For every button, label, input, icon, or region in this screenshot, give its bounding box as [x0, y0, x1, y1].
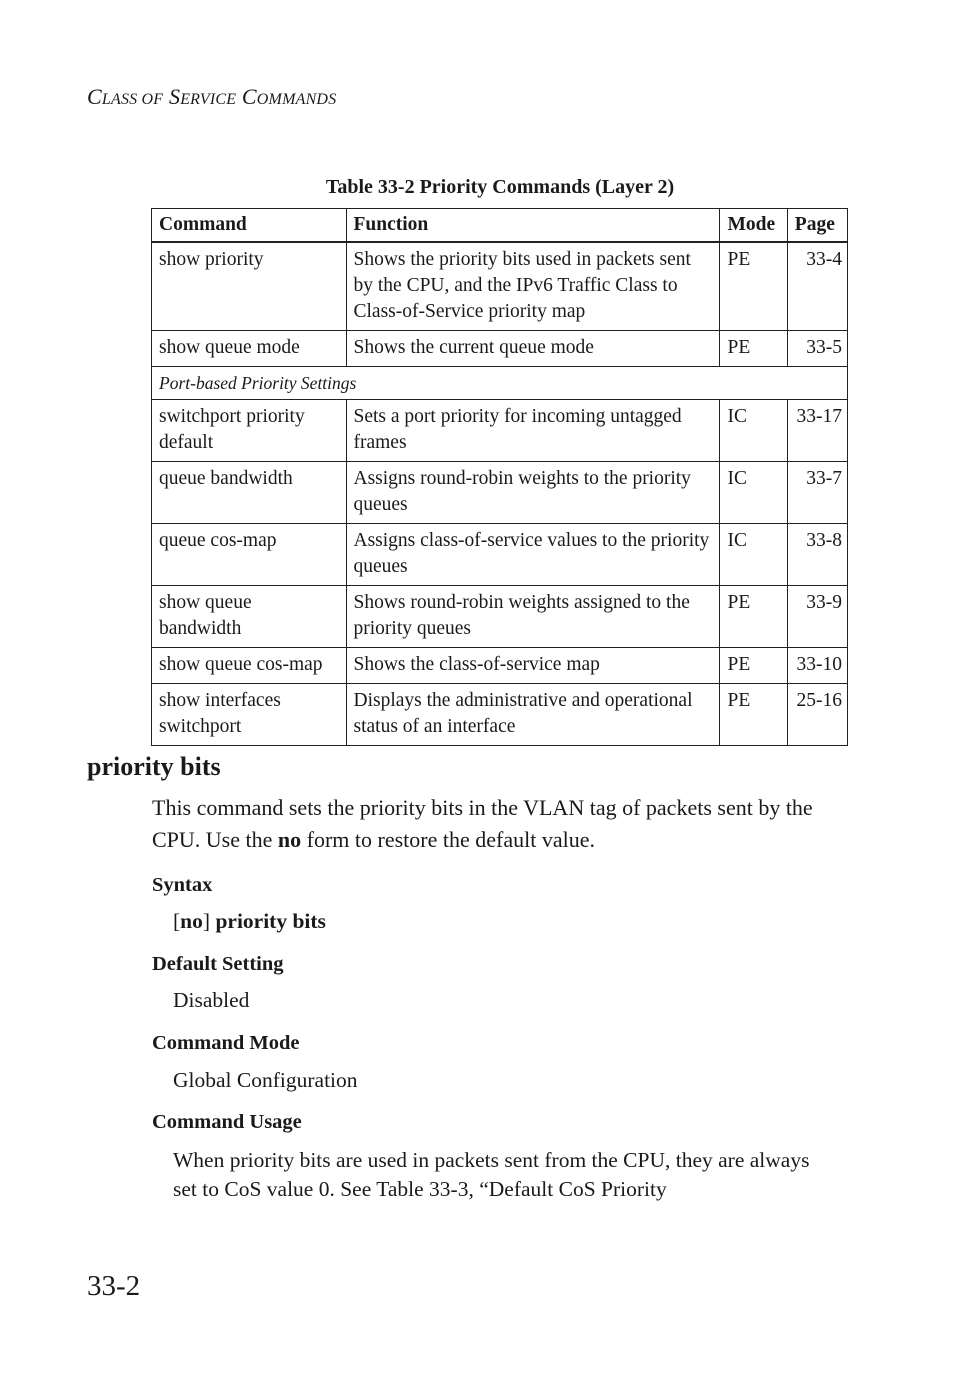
cell-page: 25-16: [787, 684, 847, 746]
cell-page: 33-17: [787, 400, 847, 462]
cell-command: queue bandwidth: [152, 462, 347, 524]
cell-command: queue cos-map: [152, 524, 347, 586]
syntax-line: [173, 909, 326, 934]
default-setting-value: Disabled: [173, 988, 250, 1012]
table-row: [152, 648, 848, 684]
syntax-command: priority bits: [215, 909, 326, 933]
cell-page: 33-7: [787, 462, 847, 524]
page-number: 33-2: [87, 1270, 141, 1302]
column-header-page: Page: [787, 209, 847, 243]
intro-text-end: form to restore the default value.: [301, 827, 595, 852]
command-mode-heading: Command Mode: [152, 1032, 300, 1054]
cell-mode: PE: [720, 331, 787, 367]
cell-page: 33-4: [787, 242, 847, 331]
default-setting-heading: Default Setting: [152, 953, 284, 975]
cell-function: Assigns class-of-service values to the priority queues: [346, 524, 720, 586]
cell-mode: PE: [720, 242, 787, 331]
cell-function: Shows round-robin weights assigned to the priority queues: [346, 586, 720, 648]
section-title: priority bits: [87, 752, 221, 781]
table-header-row: [152, 209, 848, 243]
syntax-bracket-close: ]: [202, 909, 216, 933]
cell-page: 33-8: [787, 524, 847, 586]
priority-commands-table: [151, 208, 848, 746]
cell-mode: PE: [720, 648, 787, 684]
table-row: [152, 242, 848, 331]
syntax-heading: Syntax: [152, 874, 213, 896]
cell-function: Shows the priority bits used in packets sent by the CPU, and the IPv6 Traffic Class to Class-of-Service priority map: [346, 242, 720, 331]
table-row: [152, 586, 848, 648]
cell-function: Displays the administrative and operational status of an interface: [346, 684, 720, 746]
cell-command: show queue mode: [152, 331, 347, 367]
cell-mode: PE: [720, 586, 787, 648]
column-header-mode: Mode: [720, 209, 787, 243]
cell-command: show priority: [152, 242, 347, 331]
column-header-command: Command: [152, 209, 347, 243]
syntax-keyword-no: no: [180, 909, 203, 933]
intro-text: This command sets the priority bits in the VLAN tag of packets sent by the CPU. Use the: [152, 795, 813, 852]
intro-keyword: no: [277, 827, 302, 852]
running-header-text: CLASS OF SERVICE COMMANDS: [87, 84, 337, 109]
column-header-function: Function: [346, 209, 720, 243]
cell-mode: IC: [720, 462, 787, 524]
cell-mode: IC: [720, 400, 787, 462]
cell-function: Sets a port priority for incoming untagged frames: [346, 400, 720, 462]
cell-command: show queue cos-map: [152, 648, 347, 684]
cell-command: switchport priority default: [152, 400, 347, 462]
cell-function: Assigns round-robin weights to the priority queues: [346, 462, 720, 524]
table-row: [152, 684, 848, 746]
cell-mode: PE: [720, 684, 787, 746]
cell-function: Shows the current queue mode: [346, 331, 720, 367]
cell-mode: IC: [720, 524, 787, 586]
cell-command: show queue bandwidth: [152, 586, 347, 648]
cell-command: show interfaces switchport: [152, 684, 347, 746]
table-caption: Table 33-2 Priority Commands (Layer 2): [325, 176, 675, 198]
running-header: [87, 84, 336, 110]
command-usage-heading: Command Usage: [152, 1111, 302, 1133]
intro-paragraph: [152, 792, 842, 856]
table-section-label: Port-based Priority Settings: [152, 367, 848, 400]
table-section-row: [152, 367, 848, 400]
cell-page: 33-5: [787, 331, 847, 367]
cell-page: 33-10: [787, 648, 847, 684]
command-usage-text: When priority bits are used in packets sent from the CPU, they are always set to CoS value 0. See Table 33-3, “Default CoS Priority: [173, 1148, 810, 1201]
syntax-bracket-open: [: [173, 909, 181, 933]
table-row: [152, 462, 848, 524]
table-row: [152, 524, 848, 586]
table-row: [152, 331, 848, 367]
cell-page: 33-9: [787, 586, 847, 648]
command-mode-value: Global Configuration: [173, 1068, 358, 1092]
table-row: [152, 400, 848, 462]
cell-function: Shows the class-of-service map: [346, 648, 720, 684]
